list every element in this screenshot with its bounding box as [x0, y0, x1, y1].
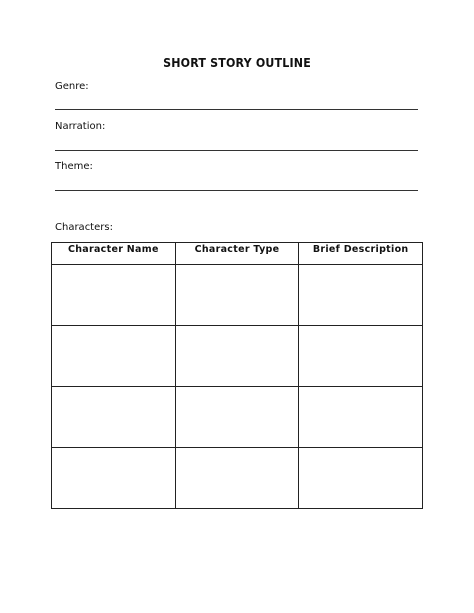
- genre-label: Genre:: [55, 81, 89, 92]
- table-cell: [52, 265, 176, 326]
- table-row: [52, 265, 423, 326]
- table-cell: [299, 387, 423, 448]
- column-header-brief-description: Brief Description: [299, 243, 423, 265]
- document-title: SHORT STORY OUTLINE: [163, 56, 311, 70]
- table-cell: [52, 448, 176, 509]
- characters-label: Characters:: [55, 222, 113, 233]
- table-header-row: [52, 243, 423, 265]
- table-cell: [52, 387, 176, 448]
- theme-label: Theme:: [55, 161, 93, 172]
- table-row: [52, 326, 423, 387]
- column-header-character-type: Character Type: [175, 243, 299, 265]
- column-header-character-name: Character Name: [52, 243, 176, 265]
- table-cell: [175, 387, 299, 448]
- table-row: [52, 387, 423, 448]
- narration-answer-line: [55, 150, 418, 151]
- table-cell: [175, 326, 299, 387]
- characters-table: [51, 242, 423, 509]
- table-cell: [175, 265, 299, 326]
- theme-answer-line: [55, 190, 418, 191]
- table-row: [52, 448, 423, 509]
- table-cell: [299, 448, 423, 509]
- table-cell: [299, 265, 423, 326]
- genre-answer-line: [55, 109, 418, 110]
- table-cell: [299, 326, 423, 387]
- narration-label: Narration:: [55, 121, 106, 132]
- table-cell: [52, 326, 176, 387]
- table-cell: [175, 448, 299, 509]
